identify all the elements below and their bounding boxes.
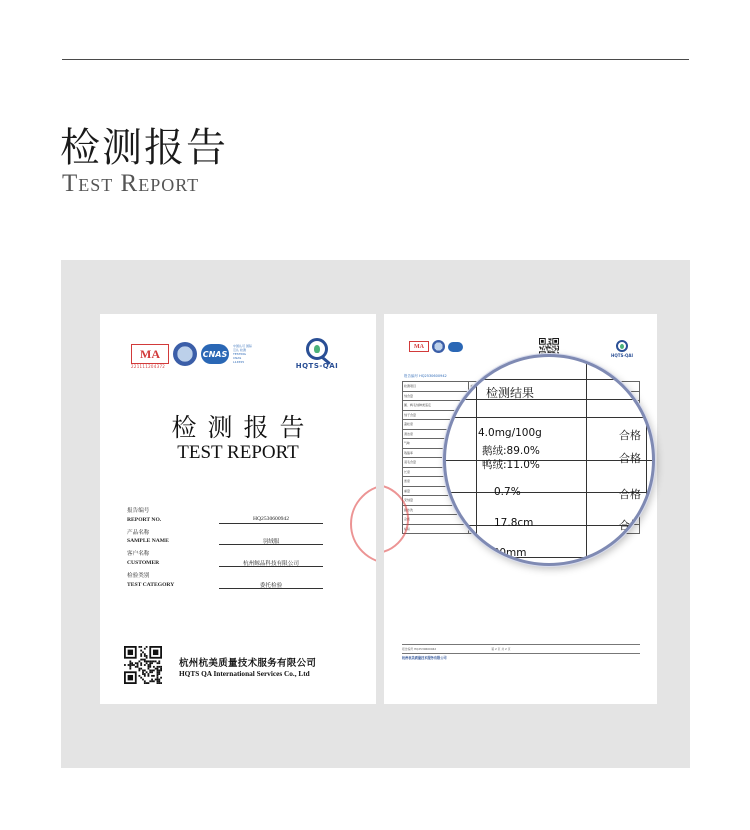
cover-field-row	[127, 580, 327, 591]
hqts-logo	[287, 338, 347, 370]
cma-label: MA	[140, 346, 160, 361]
cover-field-row	[127, 536, 327, 547]
cnas-logo: CNAS	[201, 344, 229, 364]
hqts-label-small: HQTS-QAI	[610, 353, 633, 358]
results-table-cell: 绒含量	[403, 391, 469, 401]
magnified-value: 4.0mg/100g	[478, 427, 542, 439]
results-table-cell: 残脂率	[403, 448, 469, 458]
qr-code	[124, 646, 162, 684]
cover-field-value: 羽绒服	[219, 537, 323, 545]
cover-field-label: SAMPLE NAME	[127, 538, 169, 545]
red-seal-stamp	[350, 484, 376, 564]
top-divider	[62, 59, 689, 60]
ilac-mra-logo	[173, 342, 197, 366]
cover-field-row	[127, 526, 327, 537]
cover-fields	[127, 504, 327, 590]
magnified-verdict: 合格	[619, 452, 641, 465]
cma-logo-small: MA	[409, 341, 429, 352]
magnified-verdict: 合格	[619, 519, 641, 532]
cover-field-value: 委托检验	[219, 581, 323, 589]
magnified-value: 980mm	[486, 547, 527, 559]
cover-field-value: 杭州鲸品科技有限公司	[219, 559, 323, 567]
cma-logo	[131, 344, 169, 364]
cover-field-value: HQ2530600942	[219, 516, 323, 524]
cover-field-label: 客户名称	[127, 551, 150, 558]
cma-number: 221111204372	[131, 364, 166, 369]
magnified-row-line	[446, 379, 655, 380]
org-name-en: HQTS QA International Services Co., Ltd	[179, 669, 310, 678]
magnified-verdict: 合格	[619, 488, 641, 501]
magnified-column-line	[476, 357, 477, 566]
results-footer	[402, 644, 640, 660]
magnifier-zoom	[443, 354, 655, 566]
magnified-results	[446, 357, 655, 566]
section-title: 检测报告	[60, 125, 228, 171]
results-table-cell: 宽度	[403, 477, 469, 487]
cover-field-row	[127, 569, 327, 580]
magnified-row-line	[446, 417, 655, 418]
cover-field-row	[127, 558, 327, 569]
cover-field-label: 产品名称	[127, 529, 150, 536]
footer-org: 杭州杭美质量技术服务有限公司	[402, 656, 447, 661]
results-table-cell: 检测项目	[403, 382, 469, 392]
results-table-cell: 清洁度	[403, 429, 469, 439]
results-table-cell: 耐水洗	[403, 505, 469, 515]
magnified-value: 17.8cm	[494, 517, 534, 529]
footer-report-no: 报告编号 HQ2530600942	[402, 646, 437, 651]
results-table-cell: 重量	[403, 486, 469, 496]
results-table-cell: 鹅、鸭毛绒种类鉴定	[403, 401, 469, 411]
cover-title-cn: 检测报告	[171, 413, 316, 442]
magnified-column-line	[586, 357, 587, 566]
magnified-value: 0.7%	[494, 486, 521, 498]
hqts-logo-small	[605, 340, 639, 358]
cover-title-en: TEST REPORT	[177, 442, 299, 463]
accreditation-logos	[131, 342, 253, 366]
results-table-cell: 杂质	[403, 515, 469, 525]
magnified-row-line	[446, 557, 655, 558]
cover-field-row	[127, 515, 327, 526]
results-table-cell: 绒子含量	[403, 410, 469, 420]
cover-field-label: 报告编号	[127, 508, 150, 514]
footer-page: 第 2 页 共 2 页	[491, 646, 511, 651]
hqts-icon-small	[616, 340, 628, 352]
magnified-value: 鹅绒:89.0%	[482, 445, 540, 457]
magnified-value-2: 鸭绒:11.0%	[482, 459, 540, 471]
cover-field-label: REPORT NO.	[127, 516, 162, 523]
ilac-logo-small	[432, 340, 445, 353]
cnas-logo-small	[448, 342, 463, 352]
accreditation-logos-small	[409, 340, 463, 353]
results-table-cell: 气味	[403, 439, 469, 449]
org-name-cn: 杭州杭美质量技术服务有限公司	[179, 658, 317, 669]
magnified-verdict: 合格	[619, 429, 641, 442]
cover-field-label: CUSTOMER	[127, 559, 160, 566]
hqts-label: HQTS-QAI	[295, 362, 339, 370]
cover-field-row	[127, 547, 327, 558]
section-subtitle: Test Report	[62, 170, 200, 197]
magnified-column-line	[646, 357, 647, 566]
results-table-cell: 长度	[403, 467, 469, 477]
results-table-cell: 标识	[403, 524, 469, 534]
results-report-no: 报告编号 HQ2530600942	[404, 374, 447, 378]
magnified-row-line	[446, 399, 655, 400]
cnas-caption: 中国认可 国际互认 检测 TESTING CNAS L14555	[233, 344, 252, 364]
hqts-magnifier-icon	[306, 338, 328, 360]
report-cover-page	[100, 314, 376, 704]
magnified-header: 检测结果	[486, 386, 535, 400]
cover-field-row	[127, 504, 327, 515]
results-table-cell: 蓬松度	[403, 420, 469, 430]
results-table-cell: 充绒量	[403, 496, 469, 506]
cover-field-label: TEST CATEGORY	[127, 581, 175, 588]
cover-field-label: 检验类别	[127, 572, 150, 579]
results-table-cell: 羽毛含量	[403, 458, 469, 468]
